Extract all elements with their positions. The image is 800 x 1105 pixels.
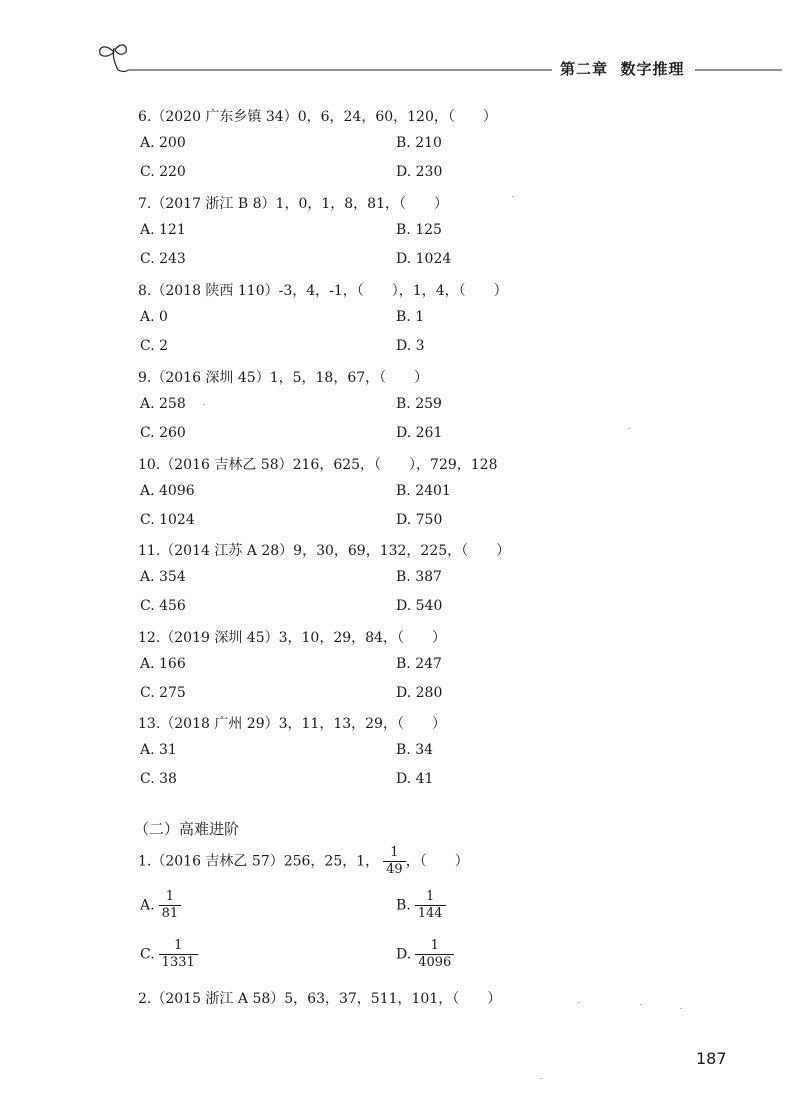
chapter-label: 第二章 xyxy=(560,60,609,78)
question-stem: 1.（2016 吉林乙 57）256，25，1， $\frac{1}{49}$ ，（ ） xyxy=(138,845,469,877)
scan-speck xyxy=(578,1002,580,1003)
page-header xyxy=(0,0,800,80)
option: D. 261 xyxy=(396,425,443,441)
option: C. 1024 xyxy=(140,512,195,528)
option: D. 230 xyxy=(396,164,443,180)
option: B. 210 xyxy=(396,135,442,151)
question-stem: 8.（2018 陕西 110）-3，4，-1，（ ），1，4，（ ） xyxy=(138,283,508,299)
section-heading: （二）高难进阶 xyxy=(134,820,240,838)
option: B. $\frac{1}{144}$ xyxy=(396,889,446,922)
question-stem: 10.（2016 吉林乙 58）216，625，（ ），729，128 xyxy=(138,457,498,473)
option: D. 540 xyxy=(396,598,443,614)
option: C. $\frac{1}{1331}$ xyxy=(140,938,198,971)
option: A. 31 xyxy=(140,742,177,758)
question-stem: 11.（2014 江苏 A 28）9，30，69，132，225，（ ） xyxy=(138,543,511,559)
sprout-icon xyxy=(100,45,128,72)
fraction: $\frac{1}{81}$ xyxy=(159,889,182,922)
option: D. 3 xyxy=(396,338,425,354)
option: B. 1 xyxy=(396,309,425,325)
option: B. 247 xyxy=(396,656,442,672)
fraction: $\frac{1}{144}$ xyxy=(415,889,446,922)
option: C. 220 xyxy=(140,164,186,180)
option: A. 4096 xyxy=(140,483,195,499)
option: A. 121 xyxy=(140,222,186,238)
option: D. 1024 xyxy=(396,251,452,267)
question-stem: 9.（2016 深圳 45）1，5，18，67，（ ） xyxy=(138,370,429,386)
option: A. 258 xyxy=(140,396,186,412)
option: B. 34 xyxy=(396,742,434,758)
option: C. 275 xyxy=(140,685,186,701)
fraction: $\frac{1}{49}$ xyxy=(383,845,406,878)
option: C. 2 xyxy=(140,338,169,354)
question-stem: 12.（2019 深圳 45）3，10，29，84，（ ） xyxy=(138,630,446,646)
scan-speck xyxy=(203,404,205,405)
option: C. 456 xyxy=(140,598,186,614)
fraction: $\frac{1}{4096}$ xyxy=(415,938,454,971)
fraction: $\frac{1}{1331}$ xyxy=(159,938,198,971)
option: D. $\frac{1}{4096}$ xyxy=(396,938,454,971)
header-title xyxy=(560,58,684,79)
option: A. 166 xyxy=(140,656,186,672)
option: B. 387 xyxy=(396,569,442,585)
page-number: 187 xyxy=(696,1049,727,1068)
scan-speck xyxy=(540,1078,542,1079)
option: D. 280 xyxy=(396,685,443,701)
option: C. 260 xyxy=(140,425,186,441)
scan-speck xyxy=(512,196,514,197)
option: A. 200 xyxy=(140,135,186,151)
option: A. 0 xyxy=(140,309,168,325)
question-stem: 2.（2015 浙江 A 58）5，63，37，511，101，（ ） xyxy=(138,991,502,1007)
option: B. 125 xyxy=(396,222,442,238)
option: B. 2401 xyxy=(396,483,451,499)
option: D. 41 xyxy=(396,771,434,787)
option: A. $\frac{1}{81}$ xyxy=(140,889,181,922)
option: C. 243 xyxy=(140,251,186,267)
scan-speck xyxy=(628,428,630,429)
section-label: 数字推理 xyxy=(620,60,685,78)
question-stem: 13.（2018 广州 29）3，11，13，29，（ ） xyxy=(138,716,446,732)
option: A. 354 xyxy=(140,569,186,585)
question-stem: 7.（2017 浙江 B 8）1，0，1，8，81，（ ） xyxy=(138,196,448,212)
option: C. 38 xyxy=(140,771,177,787)
option: D. 750 xyxy=(396,512,443,528)
scan-speck xyxy=(680,1008,682,1009)
option: B. 259 xyxy=(396,396,442,412)
scan-speck xyxy=(640,1004,642,1005)
question-stem: 6.（2020 广东乡镇 34）0，6，24，60，120，（ ） xyxy=(138,109,497,125)
